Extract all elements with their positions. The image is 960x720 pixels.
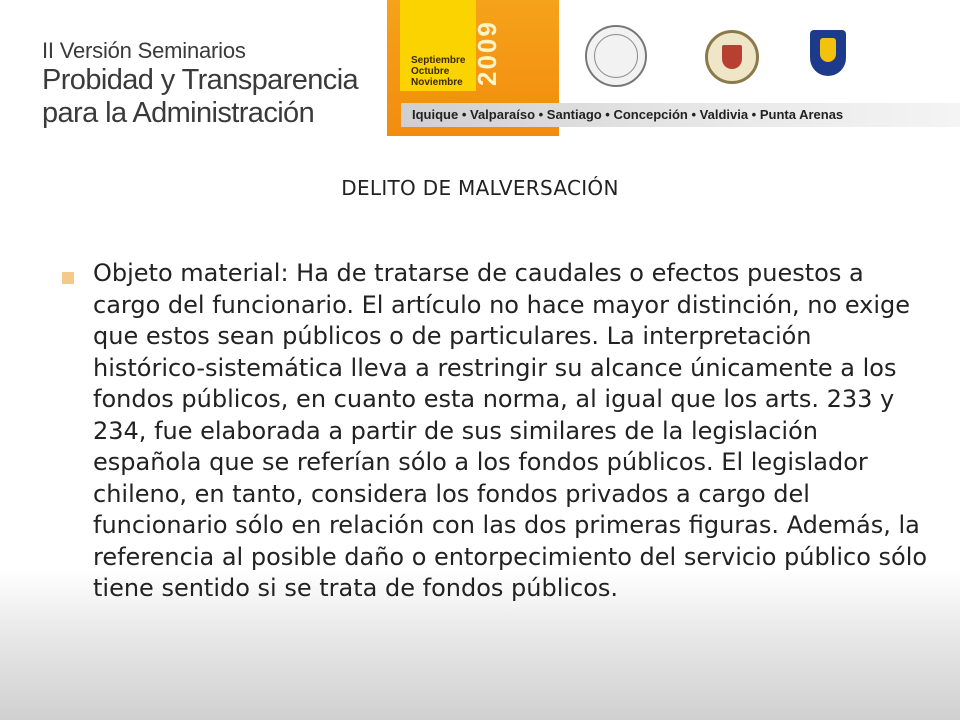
month-label: Noviembre — [411, 77, 463, 88]
cities-bar: Iquique • Valparaíso • Santiago • Concepción • Valdivia • Punta Arenas — [401, 103, 960, 127]
seminar-name-line2: para la Administración — [42, 97, 315, 129]
bullet-square-icon — [62, 272, 74, 284]
seminar-title — [42, 38, 358, 130]
seminar-name-line1: Probidad y Transparencia — [42, 64, 359, 96]
year-label: 2009 — [472, 20, 502, 86]
seminar-edition: II Versión Seminarios — [42, 38, 246, 63]
slide-title: DELITO DE MALVERSACIÓN — [341, 176, 619, 200]
bullet-text: Objeto material: Ha de tratarse de caudales o efectos puestos a cargo del funcionario. El artículo no hace mayor distinción, no exige que estos sean públicos o de particulares. La interpretación histórico-sistemática lleva a restringir su alcance únicamente a los fondos públicos, en cuanto esta norma, al igual que los arts. 233 y 234, fue elaborada a partir de sus similares de la legislación española que se referían sólo a los fondos públicos. El legislador chileno, en tanto, considera los fondos privados a cargo del funcionario sólo en relación con las dos primeras figuras. Además, la referencia al posible daño o entorpecimiento del servicio público sólo tiene sentido si se trata de fondos públicos. — [93, 259, 928, 602]
month-label: Octubre — [411, 66, 450, 77]
university-shield-icon — [810, 30, 846, 76]
months-list — [411, 55, 465, 88]
university-seal-icon — [705, 30, 759, 84]
month-label: Septiembre — [411, 55, 466, 66]
contraloria-seal-icon — [585, 25, 647, 87]
